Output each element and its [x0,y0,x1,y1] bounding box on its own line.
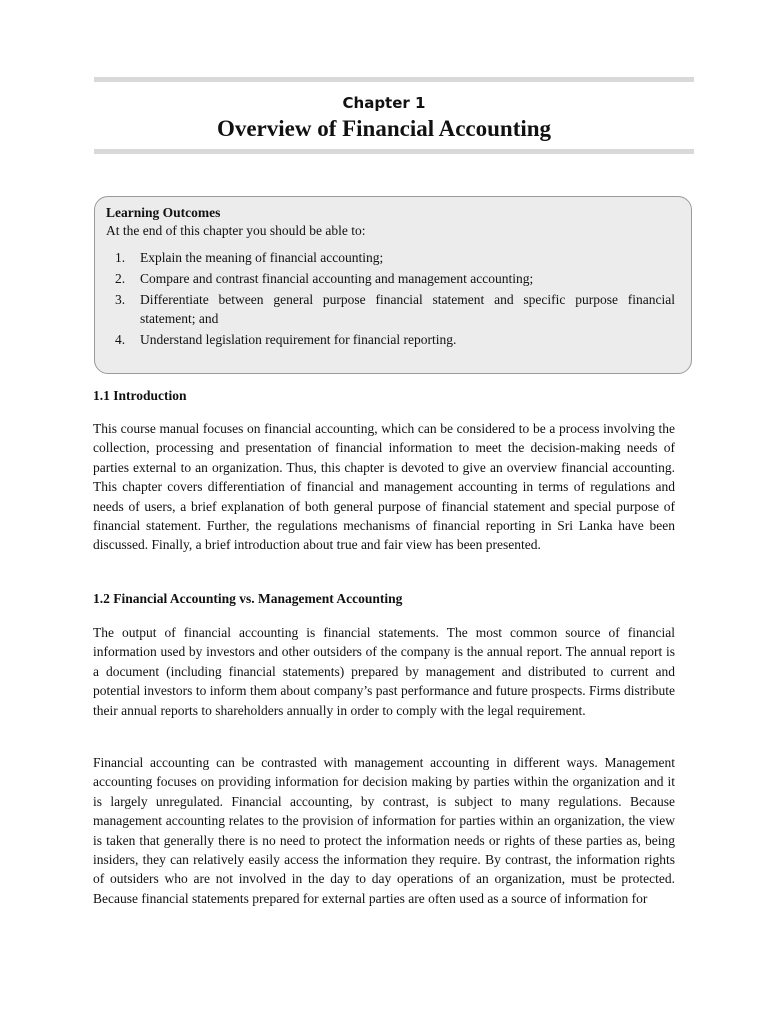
outcome-text: Differentiate between general purpose financial statement and specific purpose financial statement; and [140,292,675,326]
outcome-text: Explain the meaning of financial accounting; [140,250,384,265]
outcome-number: 1. [115,250,126,265]
outcome-number: 3. [115,292,126,307]
outcome-number: 2. [115,271,126,286]
outcome-item [115,248,675,267]
fa-vs-ma-paragraph-2: Financial accounting can be contrasted with management accounting in different ways. Management accounting focuses on providing information for decision making by parties within the organization and it is largely unregulated. Financial accounting, by contrast, is subject to many regulations. Because management accounting relates to the provision of information for parties within an organization, the view is taken that generally there is no need to protect the information needs or rights of these parties as, being insiders, they can relatively easily access the information they require. By contrast, the information rights of outsiders who are not involved in the day to day operations of an organization, must be protected. Because financial statements prepared for external parties are often used as a source of information for [93,755,675,906]
chapter-label: Chapter 1 [342,94,426,112]
learning-outcomes-intro: At the end of this chapter you should be able to: [106,223,366,238]
outcome-item [115,330,675,349]
chapter-title: Overview of Financial Accounting [216,116,552,141]
outcome-text: Compare and contrast financial accounting and management accounting; [140,271,534,286]
section-heading-introduction: 1.1 Introduction [93,388,187,403]
outcome-text: Understand legislation requirement for financial reporting. [140,332,457,347]
learning-outcomes-box [94,196,692,374]
section-heading-fa-vs-ma: 1.2 Financial Accounting vs. Management Accounting [93,591,403,606]
learning-outcomes-heading: Learning Outcomes [106,205,221,220]
outcome-item [115,290,675,328]
outcome-item [115,269,675,288]
learning-outcomes-list [115,248,675,351]
introduction-paragraph: This course manual focuses on financial accounting, which can be considered to be a process involving the collection, processing and presentation of financial information to meet the decision-making needs of parties external to an organization. Thus, this chapter is devoted to give an overview financial accounting. This chapter covers differentiation of financial and management accounting in terms of regulations and needs of users, a brief explanation of both general purpose of financial statement and special purpose of financial statement. Further, the regulations mechanisms of financial reporting in Sri Lanka have been discussed. Finally, a brief introduction about true and fair view has been presented. [93,421,675,553]
header-top-rule [94,77,694,82]
outcome-number: 4. [115,332,126,347]
header-bottom-rule [94,149,694,154]
fa-vs-ma-paragraph-1: The output of financial accounting is financial statements. The most common source of financial information used by investors and other outsiders of the company is the annual report. The annual report is a document (including financial statements) prepared by management and distributed to current and potential investors to inform them about company’s past performance and future prospects. Firms distribute their annual reports to shareholders annually in order to comply with the legal requirement. [93,625,675,718]
